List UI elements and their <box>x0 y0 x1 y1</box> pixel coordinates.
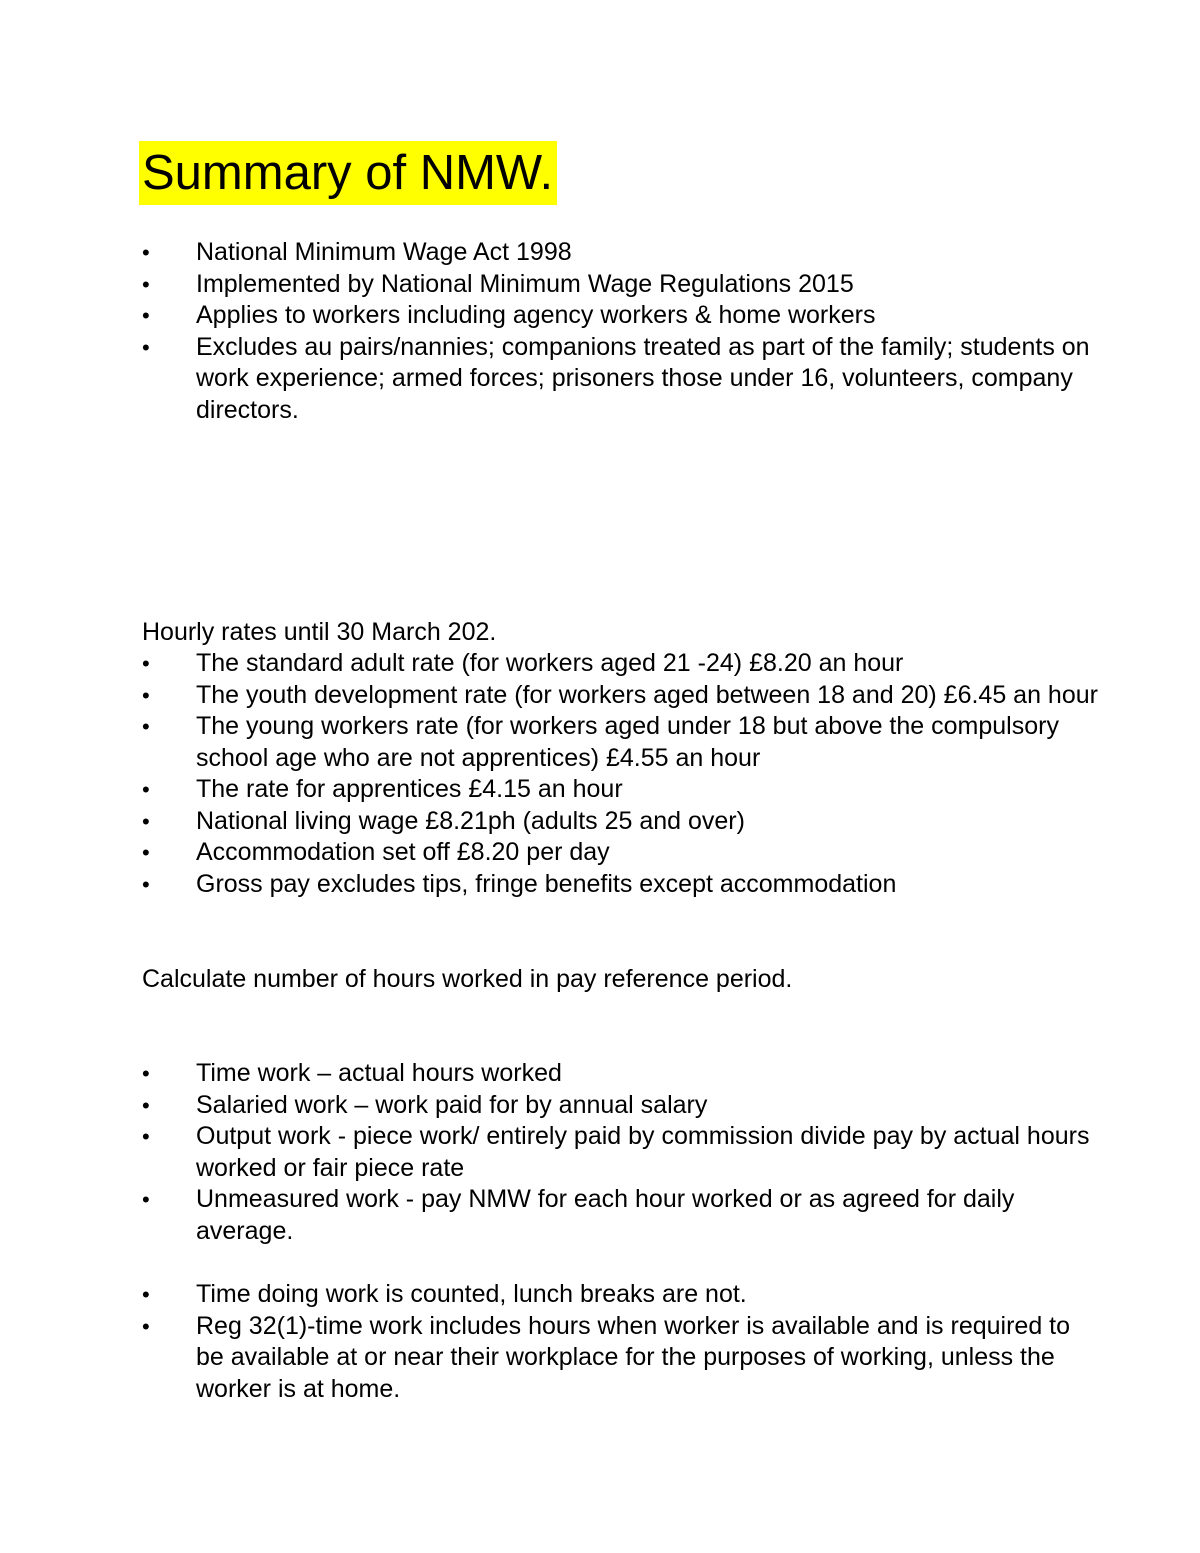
document-title: Summary of NMW. <box>139 141 557 205</box>
bullet-icon: • <box>142 240 150 265</box>
list-item <box>142 680 1102 712</box>
list-item <box>142 1279 1102 1311</box>
bullet-icon: • <box>142 1282 150 1307</box>
list-item-text: Reg 32(1)-time work includes hours when worker is available and is required to be available at or near their workplace for the purposes of working, unless the worker is at home. <box>196 1311 1071 1403</box>
list-item <box>142 1184 1102 1247</box>
bullet-icon: • <box>142 777 150 802</box>
list-item <box>142 837 1102 869</box>
list-item-text: Time doing work is counted, lunch breaks are not. <box>196 1280 747 1308</box>
list-item <box>142 774 1102 806</box>
list-item-text: Salaried work – work paid for by annual salary <box>196 1090 708 1119</box>
bullet-icon: • <box>142 334 150 360</box>
list-item <box>142 711 1102 774</box>
list-item <box>142 1058 1102 1090</box>
list-item-text: Time work – actual hours worked <box>196 1059 562 1087</box>
list-item <box>142 332 1102 427</box>
bullet-icon: • <box>142 271 150 297</box>
list-item-text: The young workers rate (for workers aged under 18 but above the compulsory school age who are not apprentices) £4.55 an hour <box>196 712 1059 772</box>
list-item-text: Output work - piece work/ entirely paid by commission divide pay by actual hours worked or fair piece rate <box>196 1122 1090 1182</box>
notes-list <box>142 1279 1102 1405</box>
list-item-text: The youth development rate (for workers aged between 18 and 20) £6.45 an hour <box>196 680 1098 709</box>
bullet-icon: • <box>142 1124 150 1149</box>
list-item <box>142 869 1102 901</box>
list-item-text: The standard adult rate (for workers aged 21 -24) £8.20 an hour <box>196 649 904 677</box>
bullet-icon: • <box>142 651 150 676</box>
calculation-heading: Calculate number of hours worked in pay reference period. <box>142 965 793 993</box>
rates-list <box>142 648 1102 900</box>
list-item-text: National living wage £8.21ph (adults 25 and over) <box>196 806 745 835</box>
bullet-icon: • <box>142 303 150 328</box>
list-item-text: Excludes au pairs/nannies; companions treated as part of the family; students on work experience; armed forces; prisoners those under 16, volunteers, company directors. <box>196 332 1090 424</box>
list-item <box>142 237 1102 269</box>
bullet-icon: • <box>142 714 150 739</box>
rates-heading: Hourly rates until 30 March 202. <box>142 618 497 646</box>
bullet-icon: • <box>142 1092 150 1118</box>
list-item <box>142 648 1102 680</box>
bullet-icon: • <box>142 1313 150 1339</box>
list-item-text: Unmeasured work - pay NMW for each hour worked or as agreed for daily average. <box>196 1185 1015 1245</box>
work-types-list <box>142 1058 1102 1247</box>
list-item-text: Gross pay excludes tips, fringe benefits except accommodation <box>196 869 897 898</box>
overview-list <box>142 237 1102 426</box>
list-item <box>142 1090 1102 1122</box>
bullet-icon: • <box>142 840 150 865</box>
list-item-text: Accommodation set off £8.20 per day <box>196 838 610 866</box>
list-item <box>142 806 1102 838</box>
bullet-icon: • <box>142 1187 150 1212</box>
list-item <box>142 1311 1102 1406</box>
bullet-icon: • <box>142 1061 150 1086</box>
list-item-text: Applies to workers including agency workers & home workers <box>196 301 876 329</box>
list-item <box>142 300 1102 332</box>
list-item <box>142 1121 1102 1184</box>
list-item-text: National Minimum Wage Act 1998 <box>196 238 572 266</box>
list-item <box>142 269 1102 301</box>
list-item-text: Implemented by National Minimum Wage Regulations 2015 <box>196 269 854 298</box>
bullet-icon: • <box>142 871 150 897</box>
list-item-text: The rate for apprentices £4.15 an hour <box>196 775 623 803</box>
bullet-icon: • <box>142 682 150 708</box>
bullet-icon: • <box>142 808 150 834</box>
